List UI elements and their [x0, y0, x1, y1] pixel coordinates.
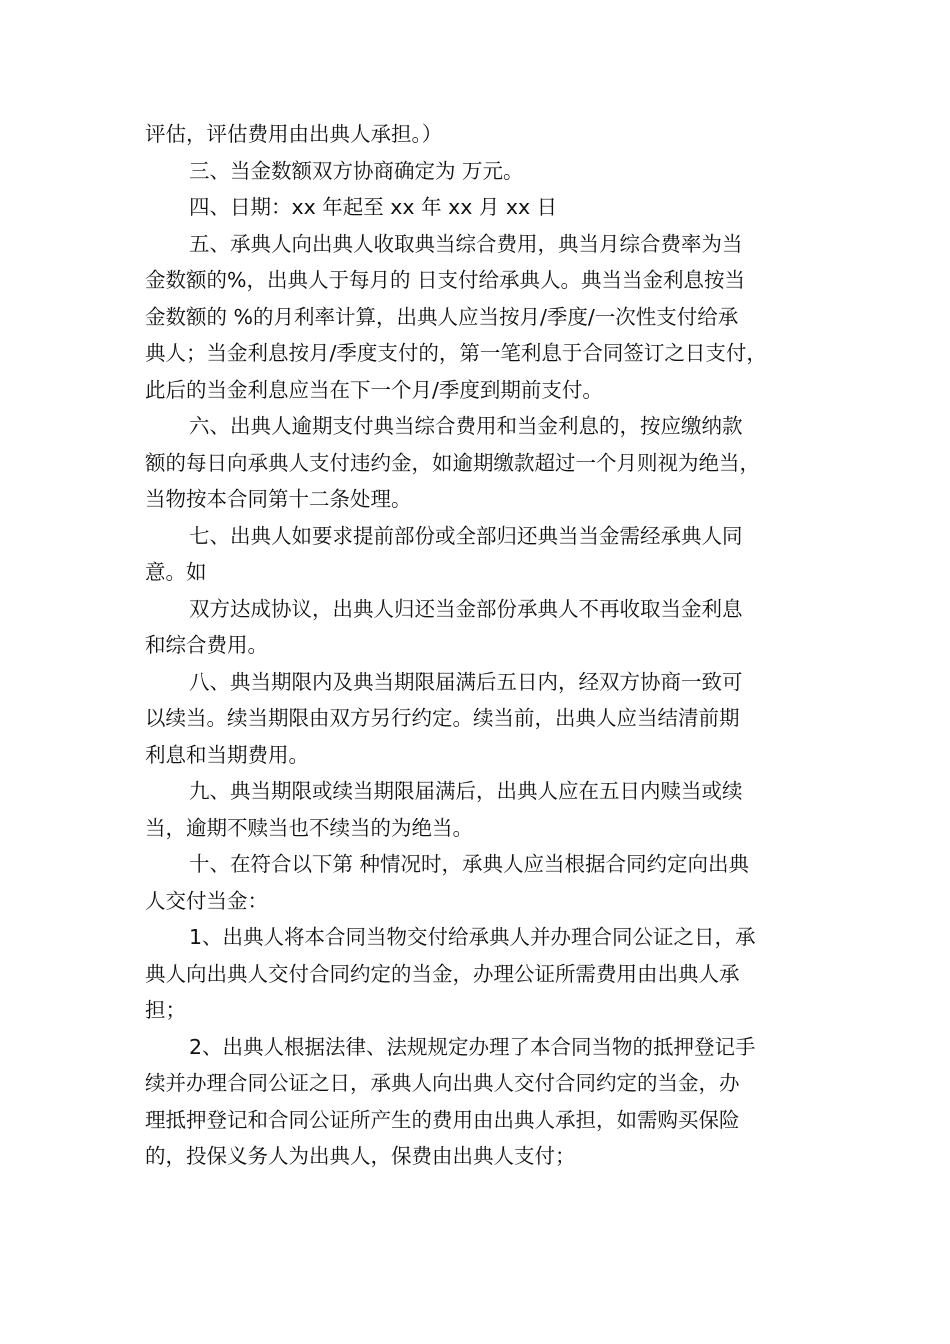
text-line: 和综合费用。: [145, 633, 268, 657]
text-line: 的，投保义务人为出典人，保费由出典人支付；: [145, 1144, 576, 1168]
text-line: 续并办理合同公证之日，承典人向出典人交付合同约定的当金，办: [145, 1071, 740, 1095]
text-line: 理抵押登记和合同公证所产生的费用由出典人承担，如需购买保险: [145, 1107, 740, 1132]
text-line: 以续当。续当期限由双方另行约定。续当前，出典人应当结清前期: [145, 706, 740, 730]
text-line: 金数额的 %的月利率计算，出典人应当按月/季度/一次性支付给承: [145, 304, 739, 329]
text-line: 六、出典人逾期支付典当综合费用和当金利息的，按应缴纳款: [189, 414, 743, 438]
text-line: 1、出典人将本合同当物交付给承典人并办理合同公证之日，承: [189, 925, 756, 949]
text-line: 七、出典人如要求提前部份或全部归还典当当金需经承典人同: [189, 523, 743, 548]
text-line: 典人向出典人交付合同约定的当金，办理公证所需费用由出典人承: [145, 961, 740, 986]
text-line: 当物按本合同第十二条处理。: [145, 487, 412, 511]
text-line: 人交付当金：: [145, 888, 268, 913]
text-line: 额的每日向承典人支付违约金，如逾期缴款超过一个月则视为绝当，: [145, 450, 760, 475]
text-line: 四、日期：xx 年起至 xx 年 xx 月 xx 日: [189, 195, 558, 219]
text-line: 金数额的%，出典人于每月的 日支付给承典人。典当当金利息按当: [145, 268, 745, 292]
text-line: 评估，评估费用由出典人承担。）: [145, 122, 443, 146]
document-body: [145, 116, 825, 1175]
text-line: 双方达成协议，出典人归还当金部份承典人不再收取当金利息: [189, 596, 743, 621]
text-line: 2、出典人根据法律、法规规定办理了本合同当物的抵押登记手: [189, 1034, 756, 1059]
text-line: 意。如: [145, 560, 207, 584]
text-line: 十、在符合以下第 种情况时，承典人应当根据合同约定向出典: [189, 852, 750, 876]
text-line: 三、当金数额双方协商确定为 万元。: [189, 158, 524, 183]
text-line: 此后的当金利息应当在下一个月/季度到期前支付。: [145, 377, 603, 402]
text-line: 八、典当期限内及典当期限届满后五日内，经双方协商一致可: [189, 669, 743, 694]
text-line: 担；: [145, 998, 186, 1022]
text-line: 九、典当期限或续当期限届满后，出典人应在五日内赎当或续: [189, 779, 743, 803]
text-line: 典人；当金利息按月/季度支付的，第一笔利息于合同签订之日支付，: [145, 341, 767, 365]
text-line: 五、承典人向出典人收取典当综合费用，典当月综合费率为当: [189, 231, 743, 256]
text-line: 当，逾期不赎当也不续当的为绝当。: [145, 815, 473, 840]
text-line: 利息和当期费用。: [145, 742, 309, 767]
